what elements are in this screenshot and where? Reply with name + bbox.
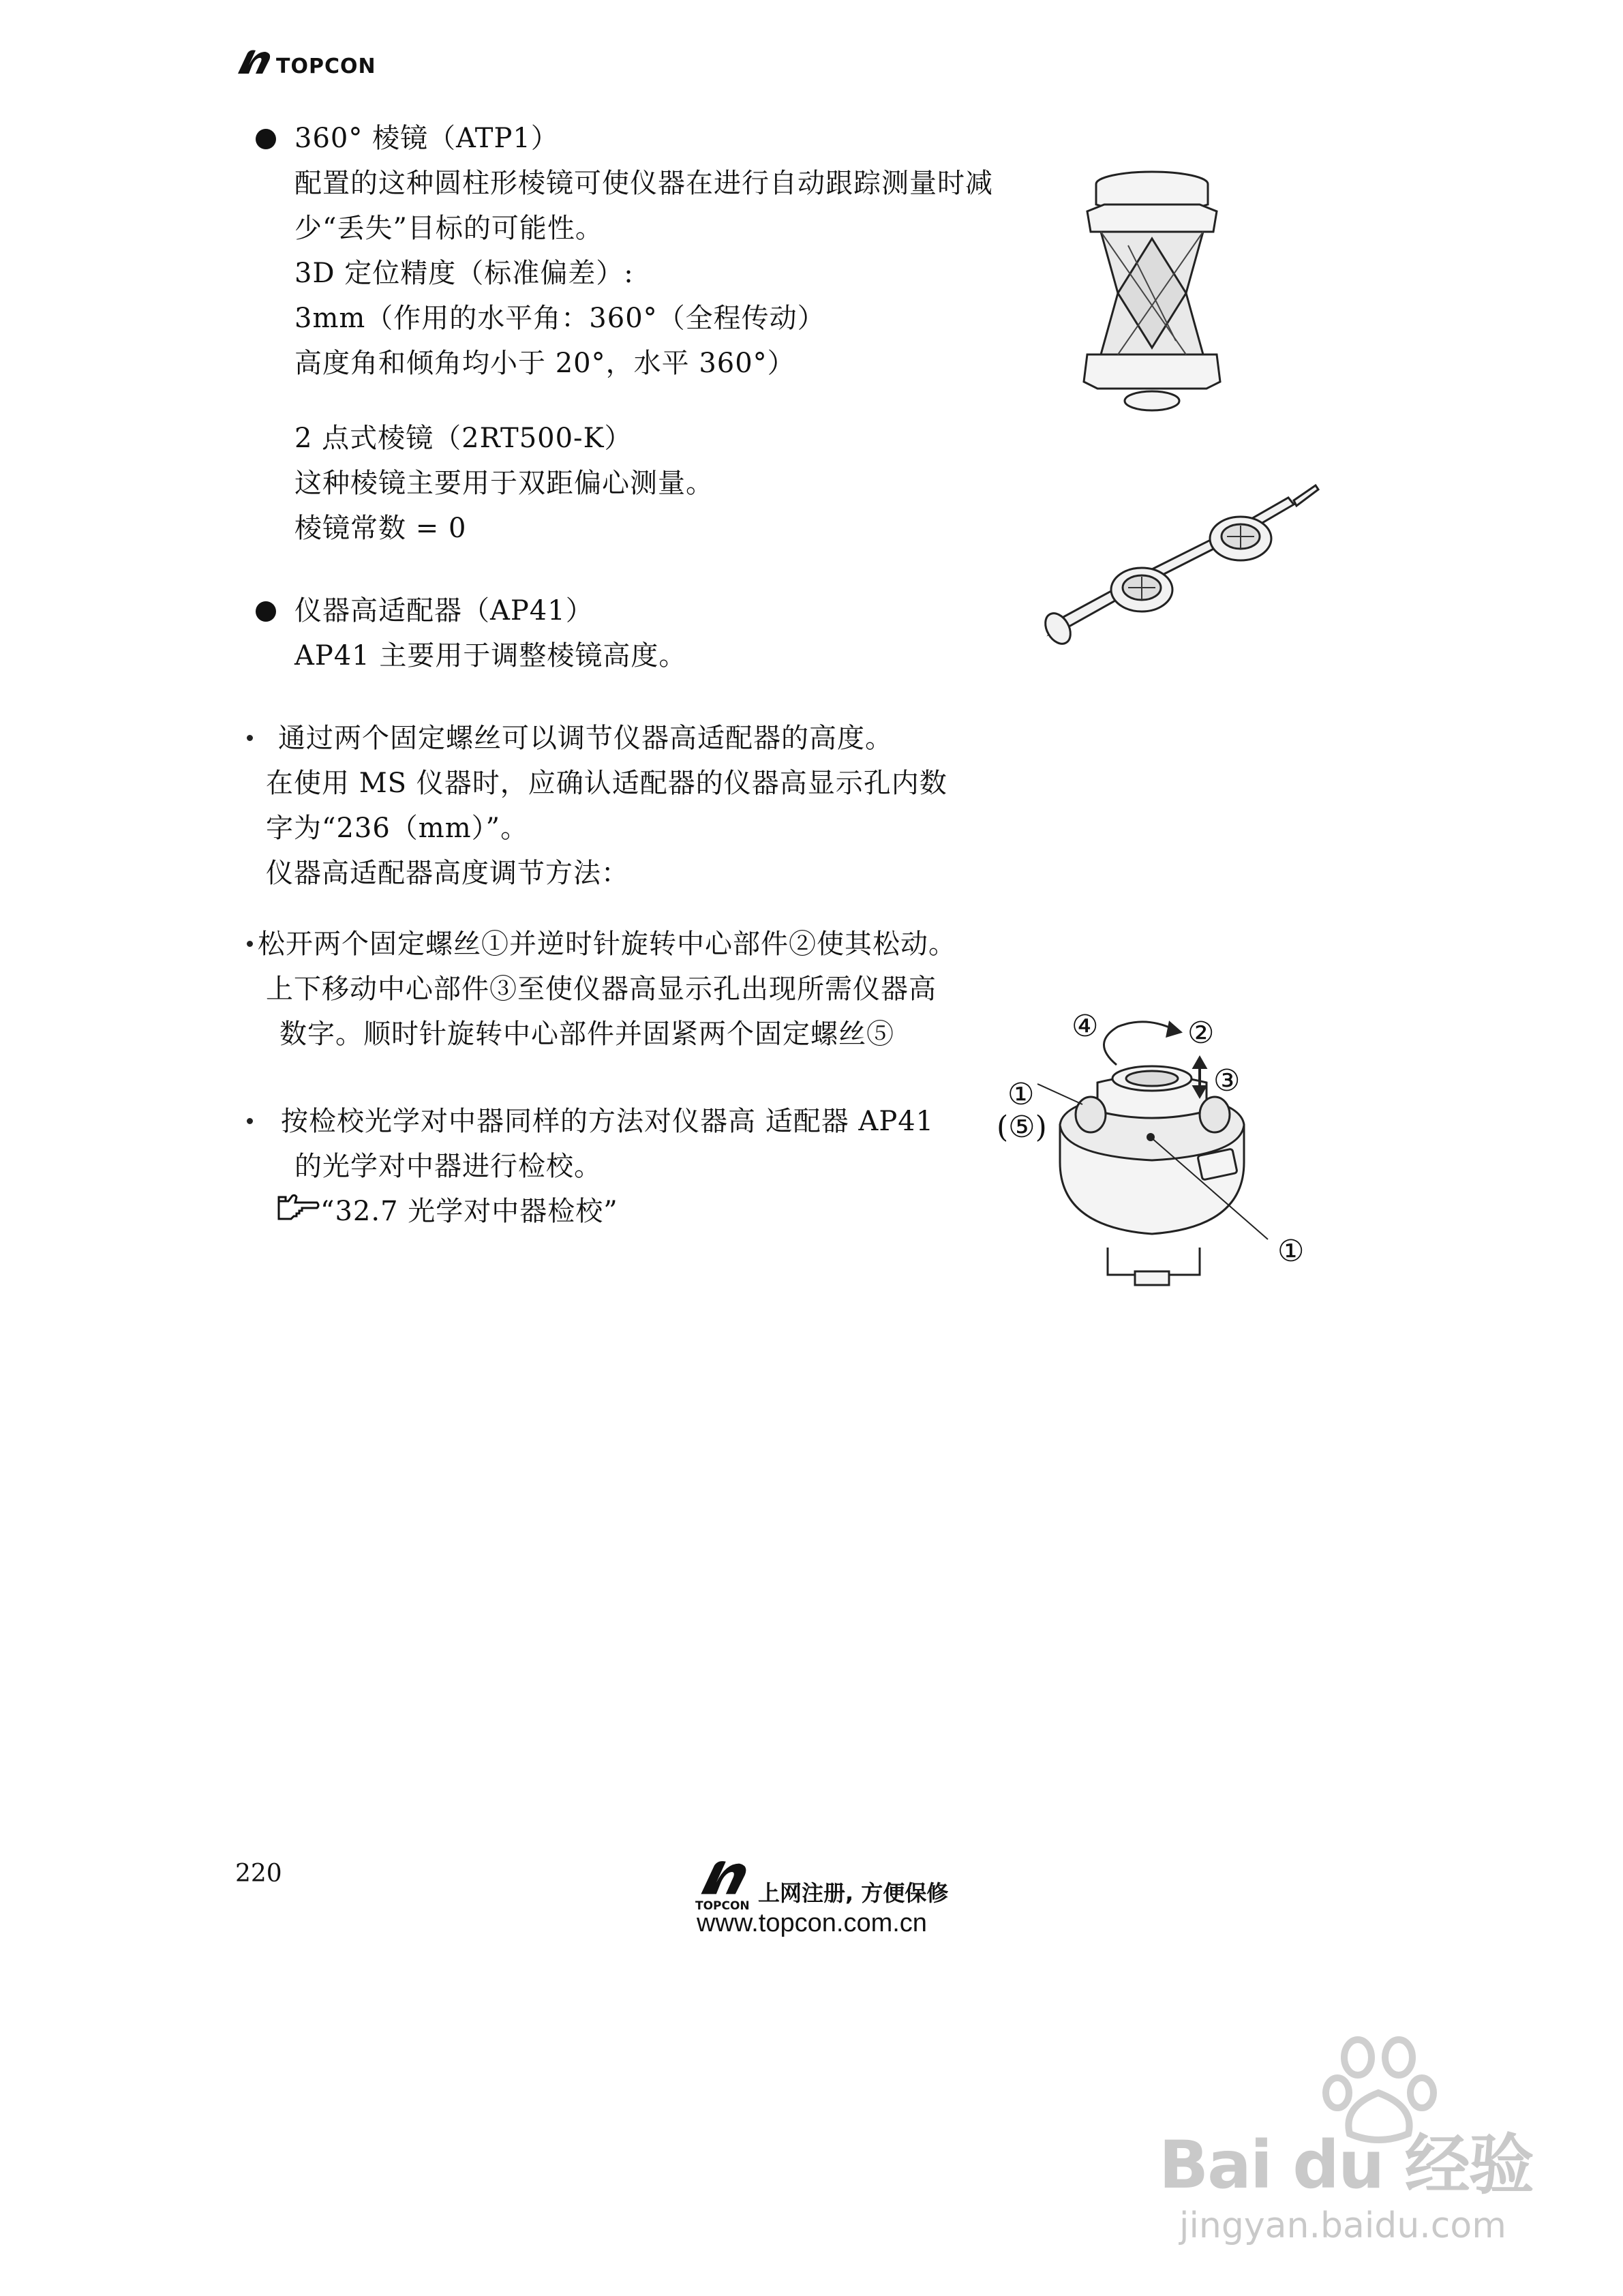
footer-topcon-logo xyxy=(695,1860,757,1914)
paragraph-line: AP41 主要用于调整棱镜高度。 xyxy=(294,640,687,671)
two-point-prism-illustration xyxy=(1043,470,1329,648)
paragraph-line: 3mm（作用的水平角：360°（全程传动） xyxy=(294,303,825,334)
callout-label-2: ② xyxy=(1187,1016,1215,1051)
callout-label-5: (⑤) xyxy=(997,1110,1047,1145)
footer-url[interactable]: www.topcon.com.cn xyxy=(697,1909,927,1937)
paragraph-line: 这种棱镜主要用于双距偏心测量。 xyxy=(294,468,714,499)
heading-height-adapter: 仪器高适配器（AP41） xyxy=(294,595,594,626)
callout-label-1: ① xyxy=(1007,1077,1035,1112)
paragraph-line: 3D 定位精度（标准偏差）: xyxy=(294,258,634,289)
heading-360-prism: 360° 棱镜（ATP1） xyxy=(294,123,559,154)
paragraph-line: 高度角和倾角均小于 20°，水平 360°） xyxy=(294,348,795,379)
bullet-dot xyxy=(256,129,276,149)
topcon-header-logo xyxy=(235,48,378,79)
paragraph-line: 的光学对中器进行检校。 xyxy=(294,1151,602,1182)
callout-label-1b: ① xyxy=(1277,1234,1305,1269)
paragraph-line: 通过两个固定螺丝可以调节仪器高适配器的高度。 xyxy=(278,723,893,754)
bullet-dot xyxy=(256,601,276,622)
page-number: 220 xyxy=(235,1860,282,1888)
baidu-watermark-url: jingyan.baidu.com xyxy=(1179,2205,1506,2246)
footer-slogan: 上网注册, 方便保修 xyxy=(758,1880,949,1906)
paragraph-line: 在使用 MS 仪器时，应确认适配器的仪器高显示孔内数 xyxy=(266,768,947,799)
pointing-hand-icon xyxy=(276,1192,320,1223)
bullet-dot-small xyxy=(247,941,253,947)
bullet-dot-small xyxy=(247,735,253,741)
footer-brand-word: TOPCON xyxy=(695,1899,750,1913)
heading-2-point-prism: 2 点式棱镜（2RT500-K） xyxy=(294,423,633,454)
paragraph-line: 少“丢失”目标的可能性。 xyxy=(294,213,603,244)
baidu-watermark-logo: Bai du 经验 xyxy=(1159,2127,1533,2203)
paragraph-line: 棱镜常数 = 0 xyxy=(294,513,467,544)
paragraph-line: 上下移动中心部件③至使仪器高显示孔出现所需仪器高 xyxy=(266,973,937,1005)
paragraph-line: 仪器高适配器高度调节方法： xyxy=(266,858,629,889)
paragraph-line: 按检校光学对中器同样的方法对仪器高 适配器 AP41 xyxy=(281,1106,935,1137)
paragraph-line: 松开两个固定螺丝①并逆时针旋转中心部件②使其松动。 xyxy=(258,928,956,960)
callout-label-4: ④ xyxy=(1072,1009,1099,1044)
callout-label-5-glyph: ⑤ xyxy=(1008,1110,1035,1145)
paragraph-line: 字为“236（mm）”。 xyxy=(266,813,529,844)
cross-reference-link[interactable]: “32.7 光学对中器检校” xyxy=(320,1196,618,1227)
topcon-footer-icon xyxy=(695,1860,753,1898)
paragraph-line: 配置的这种圆柱形棱镜可使仪器在进行自动跟踪测量时减 xyxy=(294,168,993,199)
prism-atp1-illustration xyxy=(1074,164,1230,423)
ap41-adapter-illustration xyxy=(995,1002,1316,1288)
callout-label-3: ③ xyxy=(1213,1063,1241,1098)
baidu-jingyan-watermark xyxy=(1159,2031,1595,2256)
topcon-logo-icon xyxy=(235,49,273,76)
topcon-header-wordmark: TOPCON xyxy=(276,55,376,78)
paragraph-line: 数字。顺时针旋转中心部件并固紧两个固定螺丝⑤ xyxy=(279,1018,894,1050)
bullet-dot-small xyxy=(247,1118,253,1124)
